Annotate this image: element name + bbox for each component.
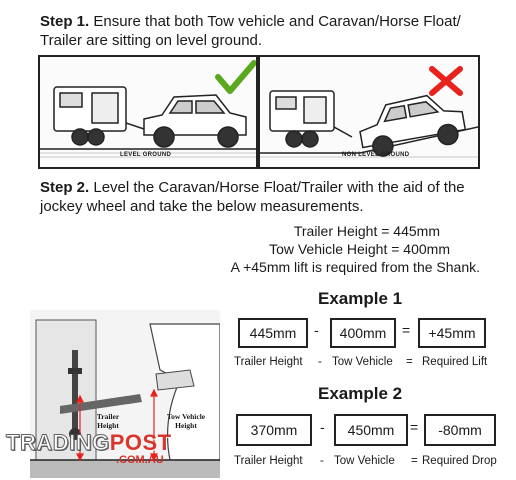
red-cross-icon [432,69,460,93]
tow-vehicle-height-line: Tow Vehicle Height = 400mm [269,241,450,257]
tow-vehicle-height-label: Tow Vehicle Height [166,412,206,430]
horse-float-icon [54,87,144,145]
car-icon [356,90,467,159]
example1-cap-minus: - [318,356,322,368]
level-ground-drawing [40,57,256,167]
example2-cap-equals: = [411,455,418,467]
example1-cap-tow: Tow Vehicle [332,356,393,368]
step1-text: Ensure that both Tow vehicle and Caravan/Horse Float/ Trailer are sitting on level ground. [40,13,461,49]
example2-cap-tow: Tow Vehicle [334,455,395,467]
example2-equals: = [410,419,419,435]
example2-trailer-box: 370mm [236,414,312,446]
level-ground-caption: LEVEL GROUND [120,152,172,158]
non-level-ground-drawing [260,57,478,167]
green-checkmark-icon [218,63,254,91]
example1-cap-equals: = [406,356,413,368]
level-ground-illustration [38,55,258,169]
measurements [200,222,480,276]
lift-note-line: A +45mm lift is required from the Shank. [230,259,480,275]
example2-cap-result: Required Drop [422,455,497,467]
example1-title: Example 1 [318,289,403,308]
example1-trailer-box: 445mm [238,318,308,348]
example1-tow-box: 400mm [330,318,396,348]
horse-float-icon [270,91,352,147]
non-level-ground-illustration [258,55,480,169]
watermark-domain: .COM.AU [116,454,164,466]
watermark-brand-a: TRADING [6,430,110,455]
tradingpost-watermark [6,430,196,474]
example2-tow-box: 450mm [334,414,408,446]
car-icon [144,95,246,147]
step1-label: Step 1. [40,13,90,30]
example2-minus: - [320,419,325,435]
step2-text: Level the Caravan/Horse Float/Trailer with the aid of the jockey wheel and take the below measurements. [40,179,465,215]
step1-heading [40,12,480,50]
example2-cap-minus: - [320,455,324,467]
example2-result-box: -80mm [424,414,496,446]
non-level-ground-caption: NON LEVEL GROUND [342,152,410,158]
example1-result-box: +45mm [418,318,486,348]
example1-equals: = [402,322,411,338]
example2-cap-trailer: Trailer Height [234,455,303,467]
example1-cap-result: Required Lift [422,356,488,368]
example2-title: Example 2 [318,384,403,403]
trailer-height-line: Trailer Height = 445mm [293,223,440,239]
trailer-height-label: Trailer Height [96,412,120,430]
example1-cap-trailer: Trailer Height [234,356,303,368]
watermark-brand-b: POST [109,430,172,455]
step2-heading [40,178,480,216]
example1-minus: - [314,322,319,338]
step2-label: Step 2. [40,179,90,196]
